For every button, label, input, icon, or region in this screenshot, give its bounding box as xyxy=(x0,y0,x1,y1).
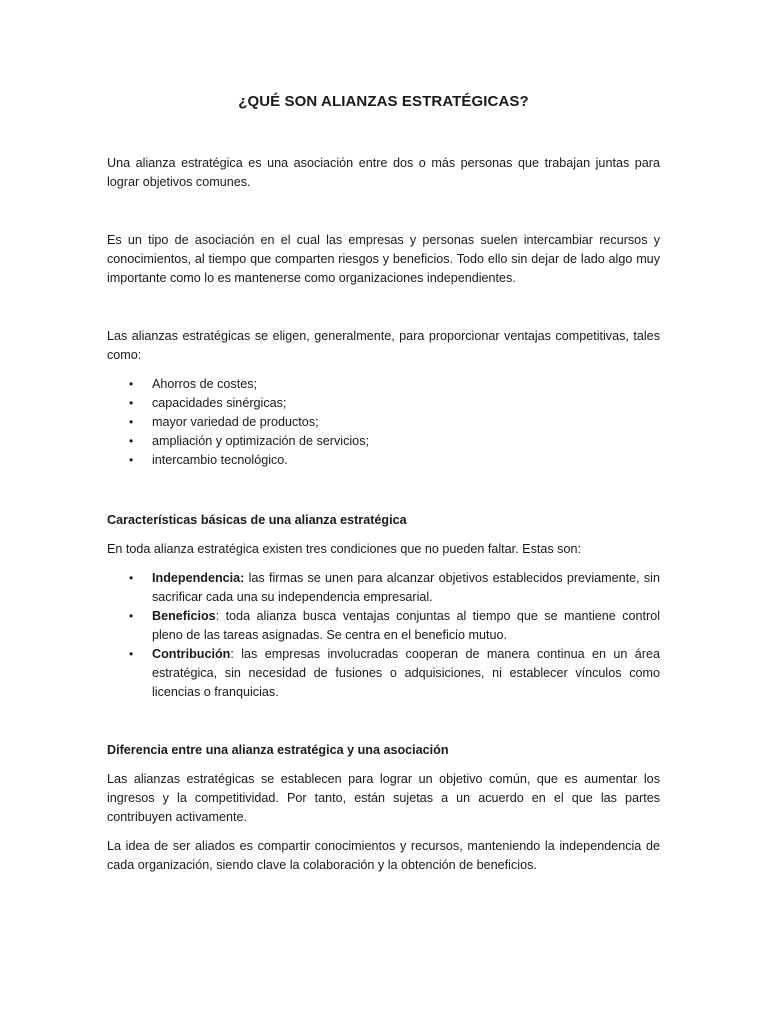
characteristics-heading: Características básicas de una alianza estratégica xyxy=(107,513,407,527)
intro-paragraph-3: Las alianzas estratégicas se eligen, generalmente, para proporcionar ventajas competitivas, tales como: xyxy=(107,329,660,362)
item-term: Independencia: xyxy=(152,571,245,585)
advantages-list xyxy=(107,375,660,470)
difference-paragraph-1-block xyxy=(107,770,660,827)
characteristics-list xyxy=(107,569,660,702)
intro-paragraph-3-block xyxy=(107,327,660,365)
bullet-icon: • xyxy=(129,396,134,410)
list-item xyxy=(107,645,660,702)
bullet-icon: • xyxy=(129,453,134,467)
list-item: • Ahorros de costes; xyxy=(107,375,660,394)
intro-paragraph-2: Es un tipo de asociación en el cual las empresas y personas suelen intercambiar recursos y conocimientos, al tiempo que comparten riesgos y beneficios. Todo ello sin dejar de lado algo muy importante como lo es mantenerse como organizaciones independientes. xyxy=(107,233,660,285)
intro-paragraph-2-block xyxy=(107,231,660,288)
item-text: las firmas se unen para alcanzar objetivos establecidos previamente, sin sacrificar cada una su independencia empresarial. xyxy=(152,571,660,604)
list-item: • mayor variedad de productos; xyxy=(107,413,660,432)
item-term: Beneficios xyxy=(152,609,216,623)
bullet-icon: • xyxy=(129,571,134,585)
bullet-icon: • xyxy=(129,434,134,448)
bullet-icon: • xyxy=(129,647,134,661)
characteristics-list-block xyxy=(107,569,660,702)
item-text: : las empresas involucradas cooperan de manera continua en un área estratégica, sin necesidad de fusiones o adquisiciones, ni establecer vínculos como licencias o franquicias. xyxy=(152,647,660,699)
characteristics-heading-block xyxy=(107,511,660,530)
item-text: : toda alianza busca ventajas conjuntas al tiempo que se mantiene control pleno de las tareas asignadas. Se centra en el beneficio mutuo. xyxy=(152,609,660,642)
list-item xyxy=(107,569,660,607)
difference-heading-block xyxy=(107,741,660,760)
difference-paragraph-2: La idea de ser aliados es compartir conocimientos y recursos, manteniendo la independencia de cada organización, siendo clave la colaboración y la obtención de beneficios. xyxy=(107,839,660,872)
item-term: Contribución xyxy=(152,647,231,661)
characteristics-intro: En toda alianza estratégica existen tres condiciones que no pueden faltar. Estas son: xyxy=(107,542,581,556)
list-item: • capacidades sinérgicas; xyxy=(107,394,660,413)
intro-paragraph-1: Una alianza estratégica es una asociación entre dos o más personas que trabajan juntas para lograr objetivos comunes. xyxy=(107,156,660,189)
bullet-icon: • xyxy=(129,377,134,391)
list-item: • intercambio tecnológico. xyxy=(107,451,660,470)
intro-paragraph-1-block xyxy=(107,154,660,192)
difference-paragraph-1: Las alianzas estratégicas se establecen para lograr un objetivo común, que es aumentar los ingresos y la competitividad. Por tanto, están sujetas a un acuerdo en el que las partes contribuyen activamente. xyxy=(107,772,660,824)
difference-paragraph-2-block xyxy=(107,837,660,875)
list-item: • ampliación y optimización de servicios; xyxy=(107,432,660,451)
difference-heading: Diferencia entre una alianza estratégica y una asociación xyxy=(107,743,449,757)
characteristics-intro-block xyxy=(107,540,660,559)
advantages-list-block xyxy=(107,375,660,470)
list-item xyxy=(107,607,660,645)
bullet-icon: • xyxy=(129,415,134,429)
page-title: ¿QUÉ SON ALIANZAS ESTRATÉGICAS? xyxy=(238,93,529,110)
bullet-icon: • xyxy=(129,609,134,623)
